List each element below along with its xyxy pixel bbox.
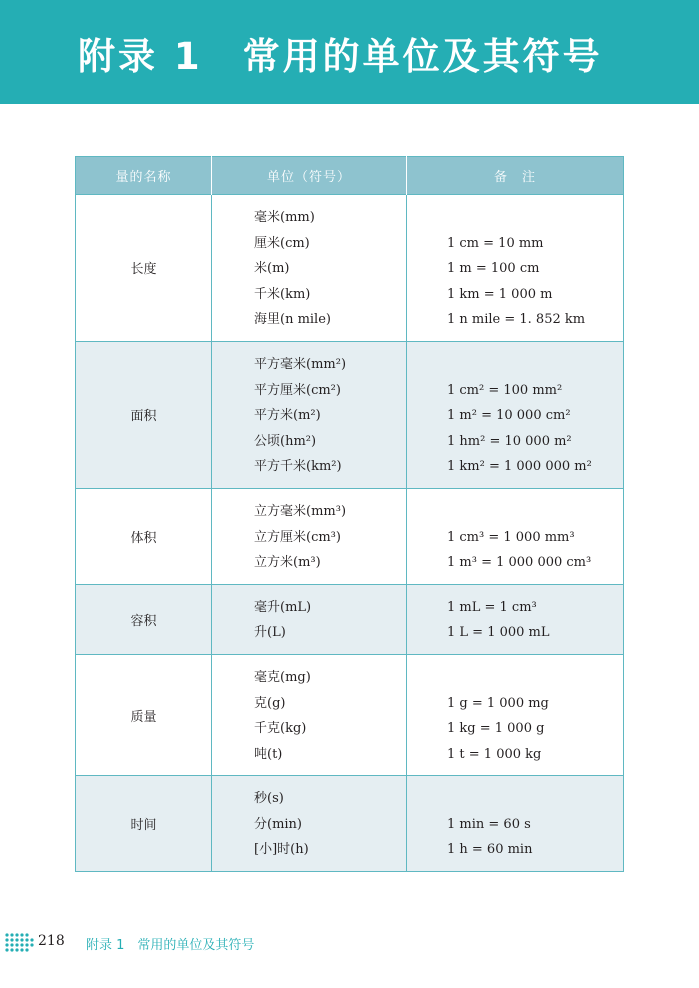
unit-conversion-note: 1 cm = 10 mm [447,235,544,251]
unit-symbol: 毫升(mL) [254,599,312,615]
unit-conversion-note: 1 m³ = 1 000 000 cm³ [447,555,592,571]
unit-list-cell [212,584,407,654]
unit-symbol: 毫米(mm) [254,210,315,225]
unit-symbol: 千克(kg) [254,721,307,737]
unit-conversion-note: 1 mL = 1 cm³ [447,599,537,615]
quantity-name: 时间 [130,818,157,834]
units-table [75,156,624,872]
unit-symbol: 厘米(cm) [254,235,310,251]
unit-conversion-note: 1 n mile = 1. 852 km [447,312,586,328]
unit-symbol: 平方毫米(mm²) [254,356,347,372]
table-body [76,195,624,872]
unit-symbol: 吨(t) [254,746,283,762]
quantity-name-cell [76,341,212,488]
unit-conversion-note: 1 L = 1 000 mL [447,625,550,641]
unit-conversion-note: 1 t = 1 000 kg [447,746,542,762]
unit-symbol: 秒(s) [254,791,284,807]
quantity-name-cell [76,488,212,584]
column-header-quantity: 量的名称 [76,157,212,195]
unit-conversion-note: 1 h = 60 min [447,842,533,858]
table-row [76,341,624,488]
quantity-name: 质量 [130,709,157,725]
footer-chapter-title: 附录 1 常用的单位及其符号 [86,938,255,953]
quantity-name: 体积 [130,530,157,546]
unit-symbol: 海里(n mile) [254,312,331,328]
unit-symbol: 克(g) [254,695,286,711]
unit-symbol: 分(min) [254,816,303,832]
unit-conversion-note: 1 km = 1 000 m [447,286,553,302]
unit-symbol: 立方厘米(cm³) [254,529,341,545]
unit-list-cell [212,341,407,488]
unit-conversion-note: 1 kg = 1 000 g [447,721,545,737]
page-footer [0,930,699,960]
quantity-name: 面积 [130,409,157,425]
unit-conversion-note: 1 km² = 1 000 000 m² [447,459,592,475]
column-header-notes: 备 注 [407,157,624,195]
table-row [76,654,624,775]
unit-symbol: 平方厘米(cm²) [254,382,341,398]
unit-conversion-note: 1 hm² = 10 000 m² [447,433,572,449]
note-cell [407,195,624,342]
quantity-name: 容积 [130,613,157,629]
note-cell [407,584,624,654]
unit-list-cell [212,654,407,775]
unit-conversion-note: 1 m = 100 cm [447,261,540,277]
unit-list-cell [212,195,407,342]
table-row [76,776,624,872]
unit-symbol: 升(L) [254,625,286,641]
note-cell [407,488,624,584]
unit-conversion-note: 1 m² = 10 000 cm² [447,408,571,424]
unit-symbol: 公顷(hm²) [254,433,317,449]
quantity-name-cell [76,776,212,872]
page-header-banner [0,0,699,104]
table-row [76,584,624,654]
dot-grid-icon [4,930,34,958]
unit-list-cell [212,776,407,872]
unit-symbol: 米(m) [254,261,290,277]
quantity-name-cell [76,654,212,775]
unit-conversion-note: 1 cm² = 100 mm² [447,382,563,398]
unit-conversion-note: 1 g = 1 000 mg [447,695,549,711]
unit-conversion-note: 1 min = 60 s [447,816,531,832]
quantity-name-cell [76,584,212,654]
quantity-name-cell [76,195,212,342]
unit-symbol: 千米(km) [254,286,311,302]
page-title: 附录 1 常用的单位及其符号 [78,35,603,78]
unit-conversion-note: 1 cm³ = 1 000 mm³ [447,529,575,545]
unit-symbol: 平方千米(km²) [254,459,342,475]
note-cell [407,341,624,488]
table-header-row [76,157,624,195]
unit-symbol: [小]时(h) [254,842,309,858]
table-row [76,195,624,342]
quantity-name: 长度 [130,262,157,278]
unit-symbol: 立方米(m³) [254,555,321,571]
unit-symbol: 平方米(m²) [254,408,321,424]
unit-list-cell [212,488,407,584]
page-number: 218 [38,933,65,949]
column-header-unit: 单位（符号） [212,157,407,195]
unit-symbol: 立方毫米(mm³) [254,503,347,519]
note-cell [407,776,624,872]
note-cell [407,654,624,775]
unit-symbol: 毫克(mg) [254,669,311,685]
table-row [76,488,624,584]
